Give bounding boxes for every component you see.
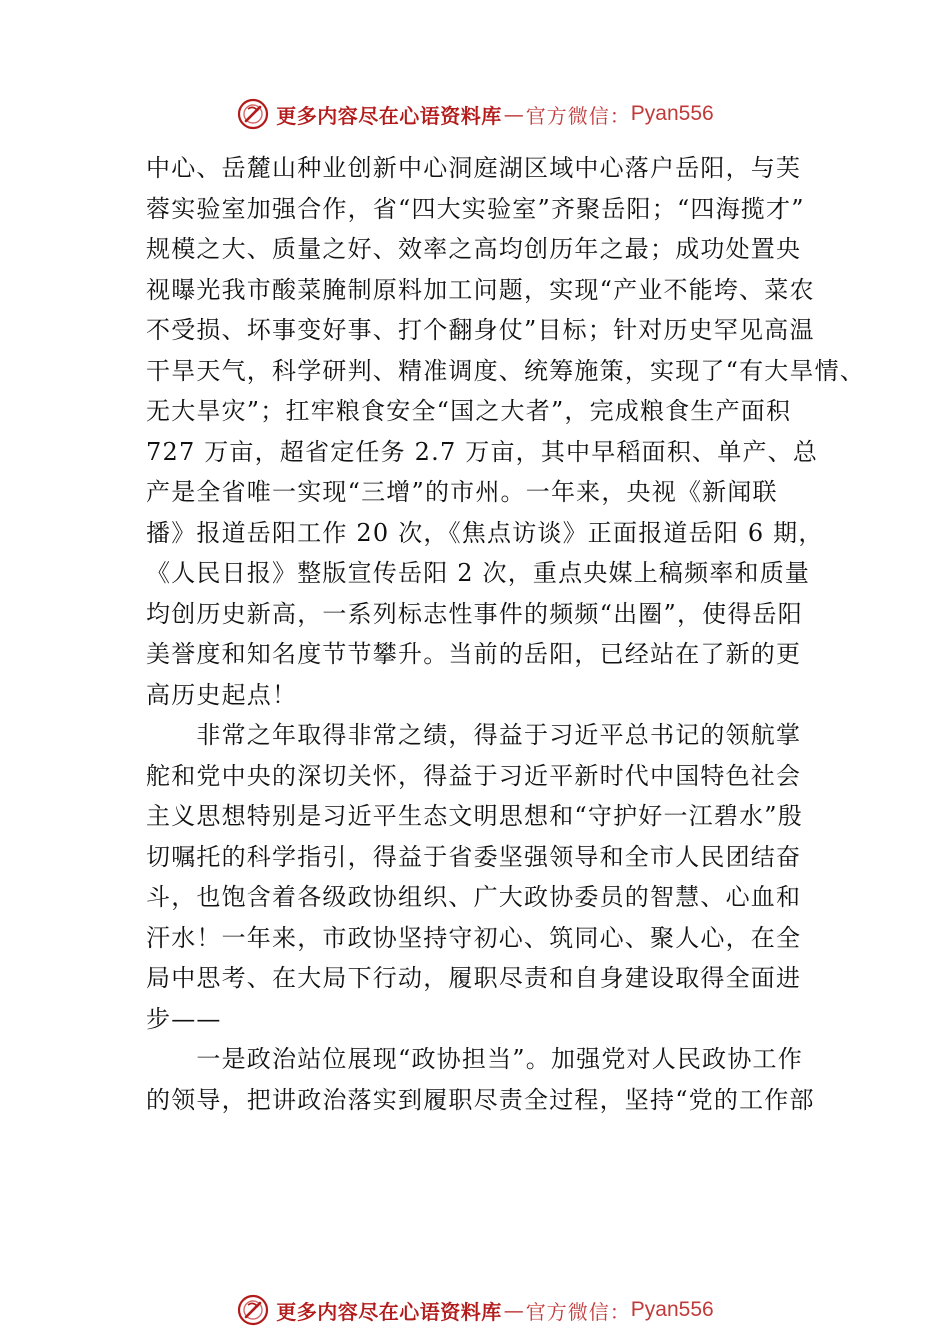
footer-banner (0, 1288, 950, 1332)
text-line: 局中思考、在大局下行动，履职尽责和自身建设取得全面进 (146, 964, 802, 992)
banner-subtitle: 官方微信： (525, 1299, 631, 1324)
banner-dash: — (503, 1298, 524, 1322)
text-line: 不受损、坏事变好事、打个翻身仗”目标；针对历史罕见高温 (146, 316, 815, 344)
text-line: 727 万亩，超省定任务 2.7 万亩，其中早稻面积、单产、总 (146, 437, 819, 466)
text-line: 的领导，把讲政治落实到履职尽责全过程，坚持“党的工作部 (146, 1085, 815, 1114)
text-line: 产是全省唯一实现“三增”的市州。一年来，央视《新闻联 (146, 478, 778, 506)
brand-logo-icon (236, 1293, 270, 1327)
brand-logo-icon (236, 97, 270, 131)
banner-subtitle: 官方微信： (525, 103, 631, 128)
text-line: 中心、岳麓山种业创新中心洞庭湖区域中心落户岳阳，与芙 (146, 154, 802, 182)
text-line: 汗水！一年来，市政协坚持守初心、筑同心、聚人心，在全 (146, 923, 802, 952)
text-line: 视曝光我市酸菜腌制原料加工问题，实现“产业不能垮、菜农 (146, 275, 815, 304)
text-line: 主义思想特别是习近平生态文明思想和“守护好一江碧水”殷 (146, 802, 803, 830)
text-line: 非常之年取得非常之绩，得益于习近平总书记的领航掌 (146, 721, 802, 749)
text-line: 均创历史新高，一系列标志性事件的频频“出圈”，使得岳阳 (146, 599, 803, 628)
document-body (146, 148, 866, 1120)
text-line: 干旱天气，科学研判、精准调度、统筹施策，实现了“有大旱情、 (146, 356, 866, 385)
banner-id: Pyan556 (630, 1298, 714, 1321)
text-line: 步—— (146, 1004, 222, 1033)
text-line: 无大旱灾”；扛牢粮食安全“国之大者”，完成粮食生产面积 (146, 397, 792, 425)
text-line: 一是政治站位展现“政协担当”。加强党对人民政协工作 (146, 1045, 803, 1073)
text-line: 舵和党中央的深切关怀，得益于习近平新时代中国特色社会 (146, 761, 802, 790)
banner-dash: — (503, 102, 524, 126)
text-line: 美誉度和知名度节节攀升。当前的岳阳，已经站在了新的更 (146, 640, 802, 668)
text-line: 《人民日报》整版宣传岳阳 2 次，重点央媒上稿频率和质量 (146, 559, 811, 587)
text-line: 高历史起点！ (146, 680, 298, 709)
banner-title: 更多内容尽在心语资料库 (276, 1299, 502, 1324)
text-line: 斗，也饱含着各级政协组织、广大政协委员的智慧、心血和 (146, 883, 802, 911)
text-line: 蓉实验室加强合作，省“四大实验室”齐聚岳阳；“四海揽才” (146, 194, 805, 223)
header-banner (0, 92, 950, 136)
text-line: 切嘱托的科学指引，得益于省委坚强领导和全市人民团结奋 (146, 842, 802, 871)
text-line: 播》报道岳阳工作 20 次，《焦点访谈》正面报道岳阳 6 期， (146, 518, 824, 547)
banner-id: Pyan556 (630, 102, 714, 125)
text-line: 规模之大、质量之好、效率之高均创历年之最；成功处置央 (146, 235, 802, 263)
banner-title: 更多内容尽在心语资料库 (276, 103, 502, 128)
